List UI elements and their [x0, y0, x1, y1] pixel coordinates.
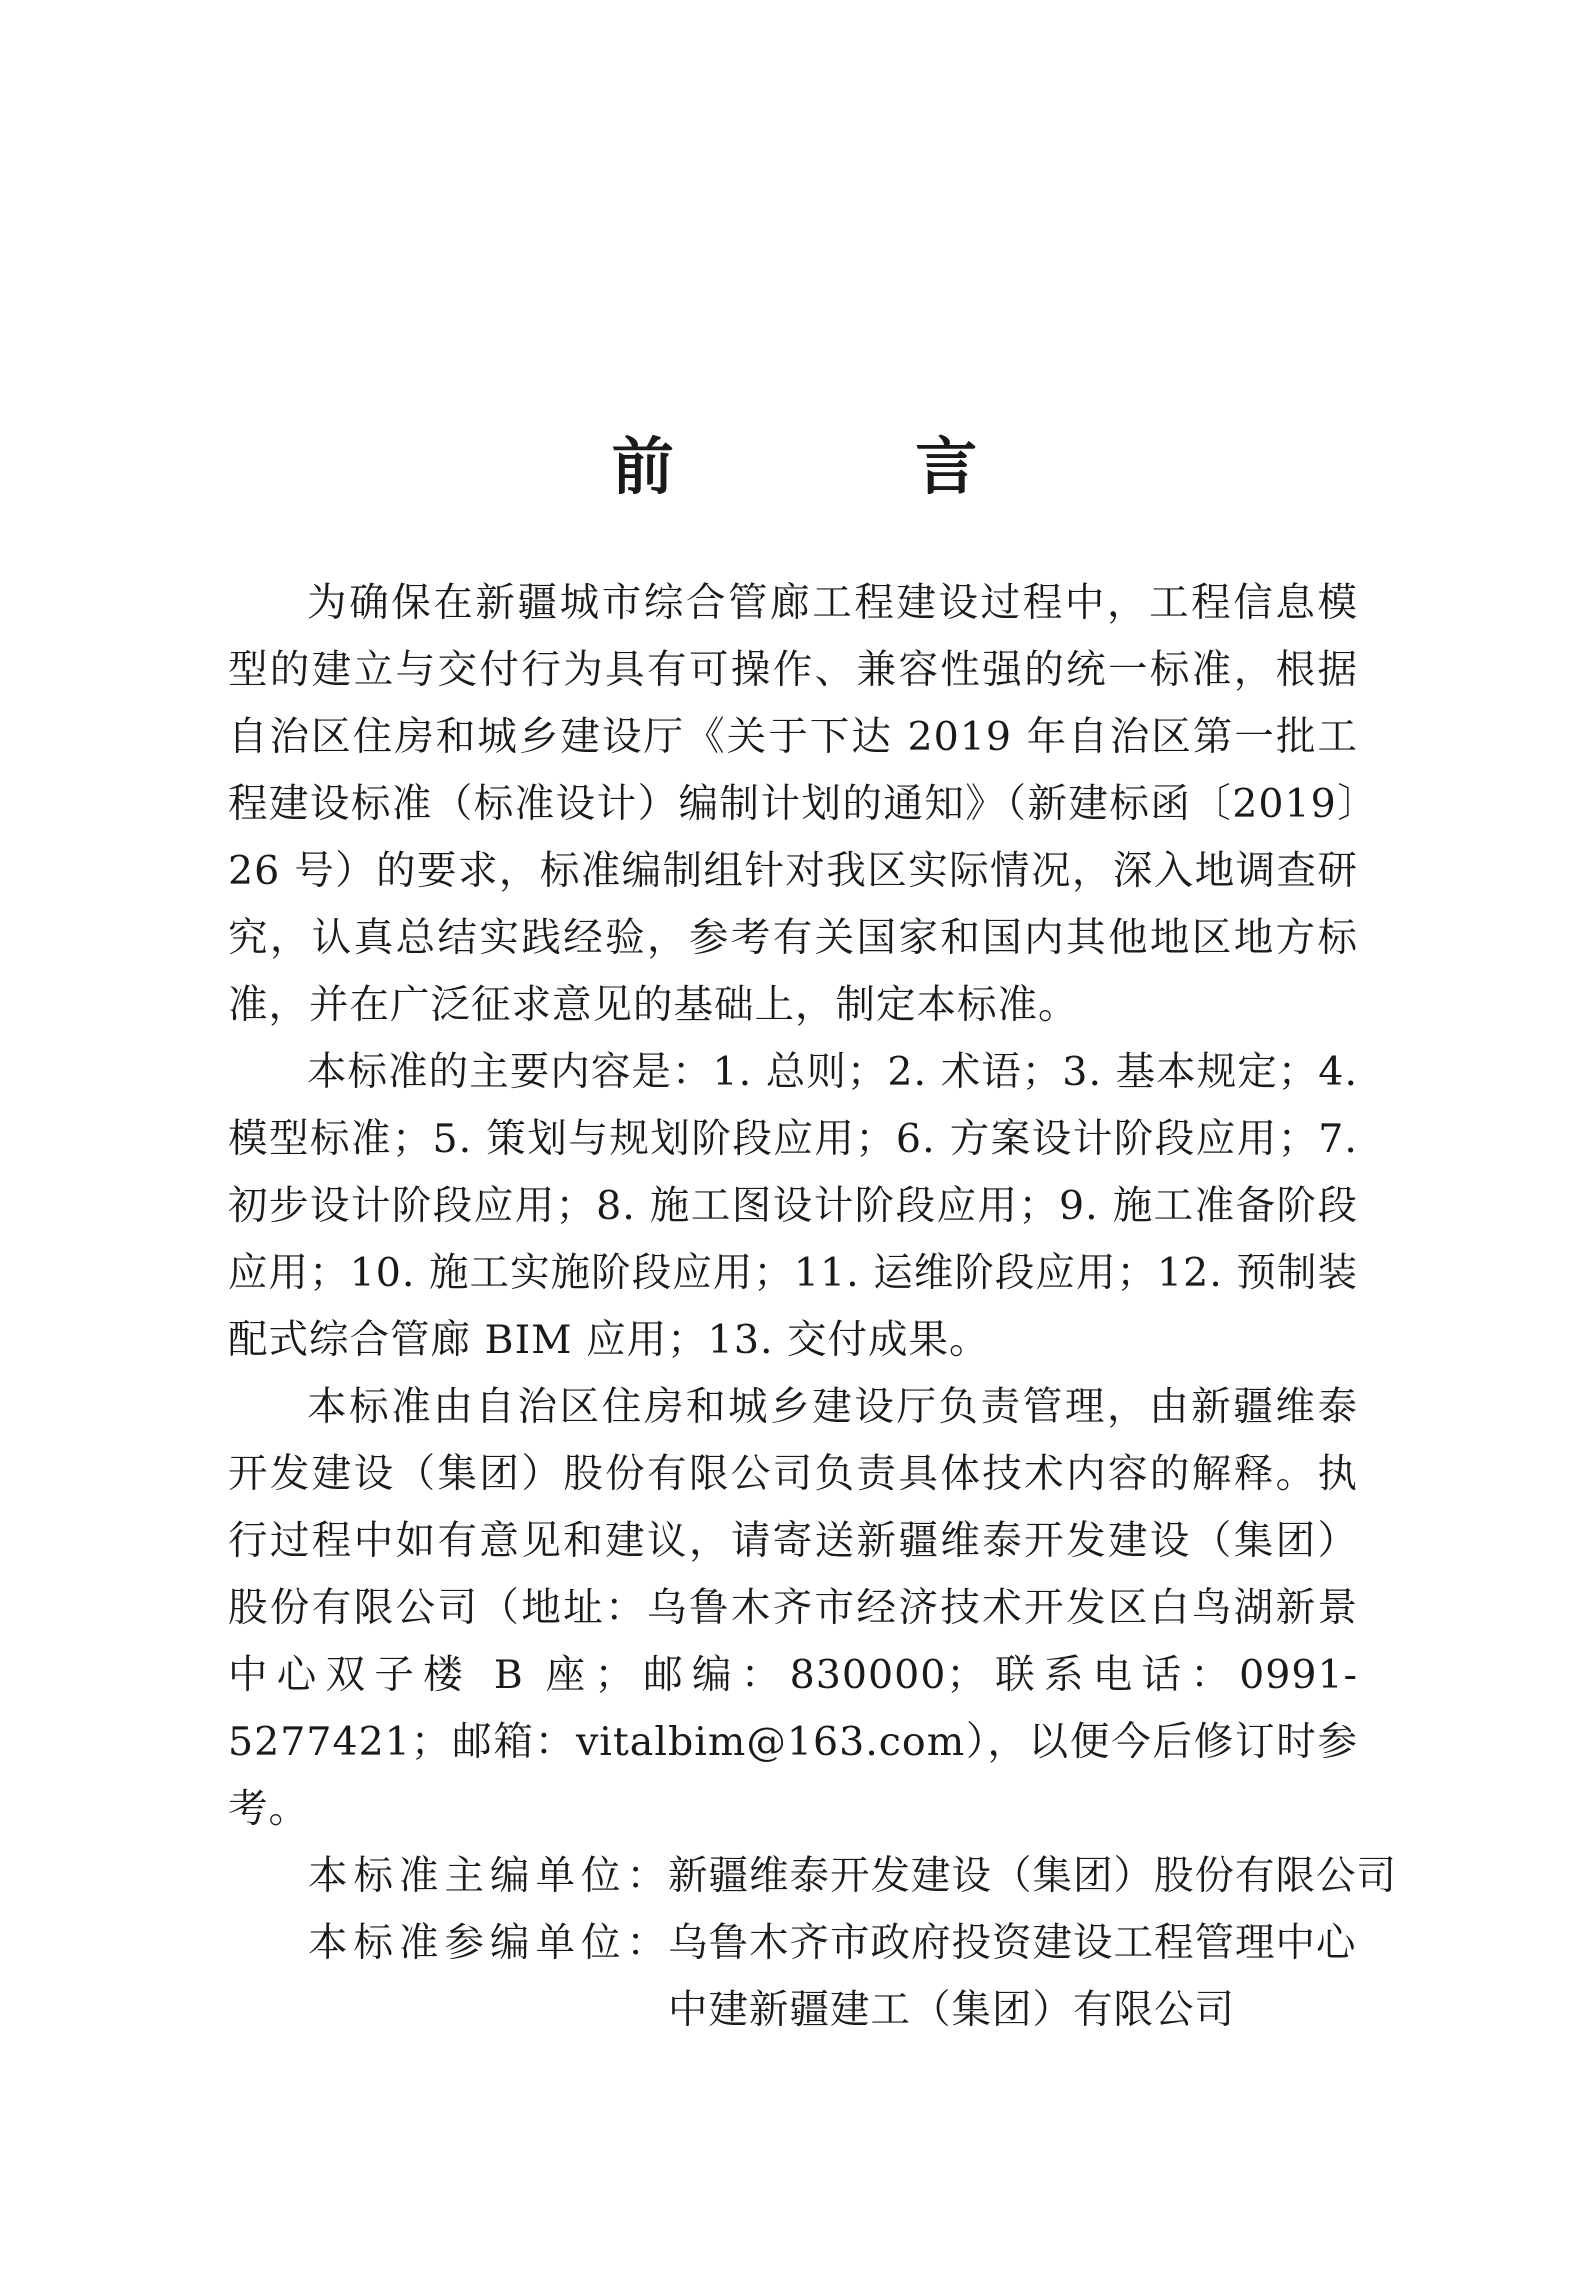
chief-unit-label: 本标准主编单位：	[308, 1853, 672, 1899]
chief-unit-values	[668, 1843, 1397, 1910]
participating-unit-label: 本标准参编单位：	[308, 1920, 672, 1966]
paragraph-contents: 本标准的主要内容是：1. 总则；2. 术语；3. 基本规定；4. 模型标准；5. 策划与规划阶段应用；6. 方案设计阶段应用；7. 初步设计阶段应用；8. 施工图设计阶段应用；9. 施工准备阶段应用；10. 施工实施阶段应用；11. 运维阶段应用；12. 预制装配式综合管廊 BIM 应用；13. 交付成果。	[228, 1049, 1358, 1363]
page-title: 前 言	[611, 430, 1088, 503]
participating-unit-name: 中建新疆建工（集团）有限公司	[668, 1987, 1235, 2033]
participating-unit-name: 乌鲁木齐市政府投资建设工程管理中心	[668, 1920, 1357, 1966]
chief-unit-row	[228, 1843, 1397, 1910]
participating-unit-row	[228, 1910, 1358, 2044]
participating-unit-values	[668, 1910, 1358, 2044]
document-body	[228, 570, 1397, 2044]
chief-unit-name: 新疆维泰开发建设（集团）股份有限公司	[668, 1853, 1397, 1899]
paragraph-purpose: 为确保在新疆城市综合管廊工程建设过程中，工程信息模型的建立与交付行为具有可操作、兼容性强的统一标准，根据自治区住房和城乡建设厅《关于下达 2019 年自治区第一批工程建设标准（标准设计）编制计划的通知》（新建标函〔2019〕26 号）的要求，标准编制组针对我区实际情况，深入地调查研究，认真总结实践经验，参考有关国家和国内其他地区地方标准，并在广泛征求意见的基础上，制定本标准。	[228, 580, 1358, 1028]
paragraph-management: 本标准由自治区住房和城乡建设厅负责管理，由新疆维泰开发建设（集团）股份有限公司负责具体技术内容的解释。执行过程中如有意见和建议，请寄送新疆维泰开发建设（集团）股份有限公司（地址：乌鲁木齐市经济技术开发区白鸟湖新景中心双子楼 B 座；邮编：830000；联系电话：0991-5277421；邮箱：vitalbim@163.com），以便今后修订时参考。	[228, 1384, 1358, 1832]
